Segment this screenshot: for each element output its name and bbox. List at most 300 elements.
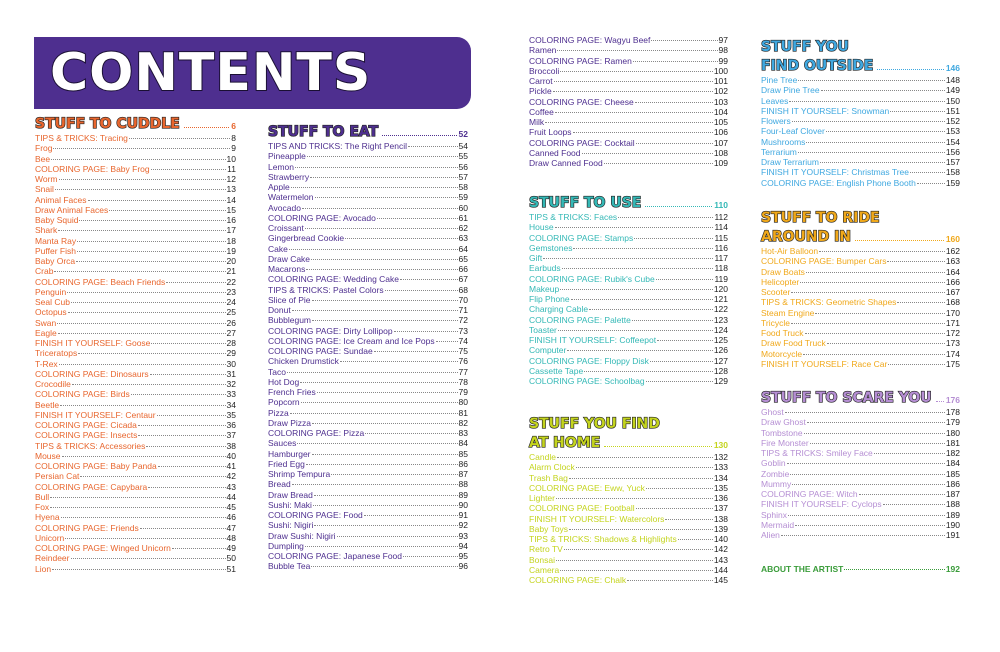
entry-page-number: 73	[458, 325, 468, 336]
entry-page-number: 51	[226, 563, 236, 574]
dot-leader	[58, 333, 226, 334]
toc-entry[interactable]	[761, 458, 960, 468]
toc-entry[interactable]	[35, 359, 236, 369]
toc-entry[interactable]	[529, 35, 728, 45]
toc-entry[interactable]	[761, 167, 960, 177]
entry-title: Gift	[529, 253, 543, 263]
entry-page-number: 119	[714, 273, 728, 284]
toc-entry[interactable]	[761, 106, 960, 116]
toc-entry[interactable]	[35, 338, 236, 348]
toc-entry[interactable]	[35, 174, 236, 184]
toc-entry[interactable]	[529, 325, 728, 335]
toc-entry[interactable]	[268, 490, 468, 500]
toc-entry[interactable]	[529, 294, 728, 304]
toc-entry[interactable]	[529, 376, 728, 386]
toc-entry[interactable]	[268, 233, 468, 243]
toc-entry[interactable]	[529, 158, 728, 168]
section-heading-line[interactable]	[529, 415, 728, 433]
dot-leader	[300, 382, 457, 383]
entry-page-number: 49	[226, 543, 236, 553]
toc-entry[interactable]	[35, 348, 236, 358]
toc-entry[interactable]	[529, 212, 728, 222]
entry-title: Mushrooms	[761, 136, 806, 147]
dot-leader	[560, 570, 713, 571]
toc-entry[interactable]	[35, 512, 236, 522]
entry-title: French Fries	[268, 387, 316, 397]
entry-title: Milk	[529, 117, 545, 127]
entry-title: Macarons	[268, 264, 306, 274]
entry-page-number: 94	[458, 540, 468, 551]
toc-entry[interactable]	[761, 287, 960, 297]
toc-entry[interactable]	[529, 335, 728, 345]
entry-title: TIPS & TRICKS: Smiley Face	[761, 448, 873, 458]
toc-entry[interactable]	[35, 287, 236, 297]
section-page-number: 176	[945, 395, 960, 405]
dot-leader	[804, 433, 945, 434]
entry-title: COLORING PAGE: Avocado	[268, 212, 376, 223]
toc-entry[interactable]	[268, 182, 468, 192]
entry-page-number: 13	[226, 184, 236, 195]
entry-page-number: 149	[945, 85, 960, 96]
toc-entry[interactable]	[35, 307, 236, 317]
toc-entry[interactable]	[529, 66, 728, 76]
toc-entry[interactable]	[268, 469, 468, 479]
toc-entry[interactable]	[529, 462, 728, 472]
toc-entry[interactable]	[529, 148, 728, 158]
toc-entry[interactable]	[761, 359, 960, 369]
entry-page-number: 175	[945, 358, 960, 369]
dot-leader	[646, 488, 713, 489]
entry-page-number: 37	[226, 430, 236, 441]
entry-title: Draw Terrarium	[761, 157, 819, 167]
toc-entry[interactable]	[268, 449, 468, 459]
entry-page-number: 87	[458, 469, 468, 479]
entry-title: Fire Monster	[761, 437, 809, 448]
toc-entry[interactable]	[529, 263, 728, 273]
section-stuff-to-scare-you	[761, 391, 960, 540]
entry-page-number: 128	[713, 365, 728, 376]
toc-entry[interactable]	[761, 137, 960, 147]
dot-leader	[76, 261, 225, 262]
toc-entry[interactable]	[761, 308, 960, 318]
toc-entry[interactable]	[268, 315, 468, 325]
toc-entry[interactable]	[529, 524, 728, 534]
dot-leader	[59, 364, 226, 365]
toc-entry[interactable]	[35, 266, 236, 276]
entry-title: Apple	[268, 182, 290, 192]
entry-title: Motorcycle	[761, 348, 803, 359]
toc-entry[interactable]	[268, 264, 468, 274]
toc-entry[interactable]	[268, 551, 468, 561]
entry-title: Dumpling	[268, 540, 304, 551]
toc-entry[interactable]	[268, 223, 468, 233]
entry-title: TIPS & TRICKS: Geometric Shapes	[761, 297, 897, 308]
toc-entry[interactable]	[529, 452, 728, 462]
entry-page-number: 140	[713, 534, 728, 544]
toc-entry[interactable]	[529, 304, 728, 314]
dot-leader	[554, 81, 713, 82]
toc-entry[interactable]	[268, 141, 468, 151]
dot-leader	[312, 320, 458, 321]
toc-entry[interactable]	[529, 565, 728, 575]
toc-entry[interactable]	[35, 389, 236, 399]
entry-title: Alarm Clock	[529, 462, 575, 473]
entry-title: Fried Egg	[268, 458, 305, 469]
entry-page-number: 65	[458, 253, 468, 264]
toc-entry[interactable]	[529, 233, 728, 243]
toc-entry[interactable]	[761, 256, 960, 266]
toc-entry[interactable]	[761, 157, 960, 167]
toc-entry[interactable]	[268, 192, 468, 202]
section-heading-line[interactable]	[761, 209, 960, 227]
toc-entry[interactable]	[35, 277, 236, 287]
toc-entry[interactable]	[268, 541, 468, 551]
entry-page-number: 136	[713, 493, 728, 503]
toc-entry[interactable]	[35, 154, 236, 164]
toc-entry[interactable]	[761, 499, 960, 509]
toc-entry[interactable]	[761, 520, 960, 530]
entry-page-number: 93	[458, 530, 468, 541]
entry-title: Persian Cat	[35, 471, 80, 482]
toc-entry[interactable]	[35, 318, 236, 328]
entry-page-number: 144	[713, 564, 728, 575]
toc-entry[interactable]	[529, 555, 728, 565]
toc-entry[interactable]	[35, 143, 236, 153]
toc-entry[interactable]	[761, 96, 960, 106]
entry-title: TIPS AND TRICKS: The Right Pencil	[268, 141, 408, 151]
toc-entry[interactable]	[529, 76, 728, 86]
entry-title: Animal Faces	[35, 194, 87, 205]
toc-entry[interactable]	[529, 315, 728, 325]
entry-page-number: 58	[458, 182, 468, 192]
entry-page-number: 32	[226, 379, 236, 389]
dot-leader	[560, 289, 713, 290]
toc-entry[interactable]	[761, 246, 960, 256]
toc-entry[interactable]	[761, 297, 960, 307]
entry-page-number: 107	[713, 137, 728, 148]
entry-page-number: 71	[458, 305, 468, 315]
dot-leader	[897, 302, 944, 303]
dot-leader	[791, 292, 945, 293]
toc-entry[interactable]	[529, 45, 728, 55]
toc-entry[interactable]	[268, 397, 468, 407]
dot-leader	[166, 282, 225, 283]
toc-entry[interactable]	[268, 274, 468, 284]
toc-entry[interactable]	[268, 500, 468, 510]
toc-entry[interactable]	[35, 451, 236, 461]
toc-entry[interactable]	[35, 523, 236, 533]
entry-page-number: 164	[945, 266, 960, 277]
toc-entry[interactable]	[35, 430, 236, 440]
toc-entry[interactable]	[268, 428, 468, 438]
toc-entry[interactable]	[35, 400, 236, 410]
entry-title: Scooter	[761, 287, 791, 297]
toc-entry[interactable]	[529, 575, 728, 585]
toc-entry[interactable]	[35, 246, 236, 256]
dot-leader	[604, 446, 712, 447]
section-heading[interactable]	[761, 391, 960, 406]
toc-entry[interactable]	[529, 503, 728, 513]
toc-entry[interactable]	[761, 267, 960, 277]
toc-entry[interactable]	[268, 520, 468, 530]
toc-entry[interactable]	[529, 544, 728, 554]
toc-entry[interactable]	[35, 205, 236, 215]
section-stuff-to-ride-around-in	[761, 209, 960, 369]
toc-entry[interactable]	[761, 75, 960, 85]
dot-leader	[58, 230, 225, 231]
toc-entry[interactable]	[35, 471, 236, 481]
toc-entry[interactable]	[529, 274, 728, 284]
toc-entry[interactable]	[529, 473, 728, 483]
dot-leader	[382, 135, 456, 136]
entry-page-number: 30	[226, 358, 236, 369]
entry-title: COLORING PAGE: Japanese Food	[268, 551, 403, 561]
toc-entry[interactable]	[35, 461, 236, 471]
entry-page-number: 67	[458, 274, 468, 285]
entry-title: Tombstone	[761, 427, 803, 438]
toc-entry[interactable]	[529, 127, 728, 137]
entry-page-number: 26	[226, 317, 236, 328]
toc-entry[interactable]	[529, 493, 728, 503]
toc-entry[interactable]	[268, 244, 468, 254]
toc-entry[interactable]	[529, 356, 728, 366]
toc-entry[interactable]	[35, 543, 236, 553]
entry-page-number: 77	[458, 366, 468, 377]
dot-leader	[678, 539, 713, 540]
section-page-number: 160	[945, 234, 960, 244]
entry-title: COLORING PAGE: Eww, Yuck	[529, 482, 645, 493]
entry-page-number: 15	[226, 204, 236, 215]
section-page-number: 6	[231, 121, 236, 131]
toc-entry[interactable]	[268, 254, 468, 264]
toc-entry[interactable]	[268, 151, 468, 161]
entry-title: COLORING PAGE: Ice Cream and Ice Pops	[268, 335, 435, 346]
toc-entry[interactable]	[761, 147, 960, 157]
entry-page-number: 76	[458, 356, 468, 367]
section-page-number: 146	[945, 63, 960, 73]
toc-entry[interactable]	[35, 492, 236, 502]
entry-title: Snail	[35, 184, 54, 195]
dot-leader	[184, 127, 230, 128]
toc-entry[interactable]	[268, 356, 468, 366]
dot-leader	[543, 258, 713, 259]
entry-page-number: 115	[714, 232, 728, 243]
toc-entry[interactable]	[268, 336, 468, 346]
dot-leader	[289, 249, 458, 250]
toc-entry[interactable]	[761, 178, 960, 188]
toc-entry[interactable]	[268, 408, 468, 418]
toc-entry[interactable]	[529, 117, 728, 127]
toc-entry[interactable]	[35, 225, 236, 235]
toc-entry[interactable]	[761, 85, 960, 95]
dot-leader	[819, 251, 945, 252]
toc-entry[interactable]	[761, 338, 960, 348]
toc-entry[interactable]	[268, 295, 468, 305]
section-page-number: 110	[714, 200, 728, 210]
toc-entry[interactable]	[35, 328, 236, 338]
toc-entry[interactable]	[761, 417, 960, 427]
toc-entry[interactable]	[268, 561, 468, 571]
toc-entry[interactable]	[761, 116, 960, 126]
toc-entry[interactable]	[268, 377, 468, 387]
toc-entry[interactable]	[35, 215, 236, 225]
dot-leader	[340, 361, 458, 362]
toc-entry[interactable]	[35, 195, 236, 205]
toc-entry[interactable]	[35, 482, 236, 492]
toc-entry[interactable]	[529, 138, 728, 148]
dot-leader	[781, 535, 945, 536]
dot-leader	[815, 313, 944, 314]
toc-entry[interactable]	[529, 345, 728, 355]
entry-page-number: 86	[458, 458, 468, 469]
section-heading[interactable]	[268, 125, 468, 140]
toc-entry[interactable]	[268, 346, 468, 356]
toc-entry[interactable]	[268, 438, 468, 448]
entry-title: Popcorn	[268, 397, 300, 408]
entry-page-number: 102	[713, 86, 728, 97]
entry-page-number: 84	[458, 438, 468, 449]
toc-entry[interactable]	[761, 510, 960, 520]
entry-page-number: 103	[713, 96, 728, 107]
entry-title: Reindeer	[35, 553, 70, 564]
toc-entry[interactable]	[35, 256, 236, 266]
toc-entry[interactable]	[268, 367, 468, 377]
toc-entry[interactable]	[761, 469, 960, 479]
entry-page-number: 178	[945, 407, 960, 417]
entry-title: Leaves	[761, 95, 789, 106]
toc-entry[interactable]	[268, 387, 468, 397]
toc-entry[interactable]	[35, 502, 236, 512]
toc-entry[interactable]	[35, 297, 236, 307]
section-heading-line[interactable]	[761, 38, 960, 56]
toc-entry[interactable]	[761, 318, 960, 328]
toc-entry[interactable]	[529, 97, 728, 107]
toc-entry[interactable]	[761, 479, 960, 489]
dot-leader	[555, 227, 714, 228]
toc-entry[interactable]	[35, 164, 236, 174]
toc-entry[interactable]	[268, 479, 468, 489]
dot-leader	[315, 197, 458, 198]
section-heading[interactable]	[529, 196, 728, 211]
entry-page-number: 60	[458, 202, 468, 213]
entry-page-number: 100	[713, 65, 728, 76]
toc-entry[interactable]	[529, 56, 728, 66]
dot-leader	[627, 580, 713, 581]
entry-page-number: 122	[713, 304, 728, 315]
toc-entry[interactable]	[761, 530, 960, 540]
about-the-artist-entry[interactable]	[761, 563, 960, 575]
toc-entry[interactable]	[529, 366, 728, 376]
toc-entry[interactable]	[761, 277, 960, 287]
toc-entry[interactable]	[761, 428, 960, 438]
dot-leader	[50, 507, 225, 508]
toc-entry[interactable]	[761, 448, 960, 458]
section-heading[interactable]	[35, 117, 236, 132]
toc-entry[interactable]	[35, 441, 236, 451]
dot-leader	[827, 343, 945, 344]
toc-entry[interactable]	[529, 534, 728, 544]
toc-entry[interactable]	[268, 213, 468, 223]
toc-entry[interactable]	[35, 420, 236, 430]
toc-entry[interactable]	[35, 379, 236, 389]
toc-entry[interactable]	[268, 510, 468, 520]
section-heading[interactable]	[529, 436, 728, 451]
toc-entry[interactable]	[761, 407, 960, 417]
dot-leader	[560, 71, 713, 72]
toc-entry[interactable]	[268, 326, 468, 336]
toc-entry[interactable]	[268, 203, 468, 213]
toc-entry[interactable]	[35, 553, 236, 563]
toc-entry[interactable]	[268, 162, 468, 172]
toc-entry[interactable]	[529, 107, 728, 117]
dot-leader	[408, 146, 457, 147]
dot-leader	[50, 497, 225, 498]
toc-entry[interactable]	[268, 172, 468, 182]
entry-title: Ramen	[529, 45, 557, 56]
dot-leader	[589, 309, 713, 310]
toc-entry[interactable]	[268, 459, 468, 469]
toc-entry[interactable]	[529, 253, 728, 263]
toc-entry[interactable]	[761, 126, 960, 136]
entry-title: FINISH IT YOURSELF: Christmas Tree	[761, 167, 909, 178]
toc-entry[interactable]	[529, 222, 728, 232]
dot-leader	[331, 474, 457, 475]
toc-entry[interactable]	[268, 531, 468, 541]
toc-entry[interactable]	[268, 305, 468, 315]
toc-entry[interactable]	[761, 438, 960, 448]
entry-title: Candle	[529, 452, 556, 462]
entry-page-number: 138	[713, 513, 728, 524]
toc-entry[interactable]	[35, 184, 236, 194]
entry-title: Trash Bag	[529, 472, 568, 483]
toc-entry[interactable]	[529, 284, 728, 294]
toc-entry[interactable]	[761, 489, 960, 499]
entry-title: Sphinx	[761, 509, 787, 520]
entry-title: COLORING PAGE: Palette	[529, 314, 631, 325]
entry-page-number: 18	[226, 235, 236, 246]
toc-entry[interactable]	[529, 243, 728, 253]
dot-leader	[403, 556, 458, 557]
toc-entry[interactable]	[35, 133, 236, 143]
toc-entry[interactable]	[761, 349, 960, 359]
toc-entry[interactable]	[35, 564, 236, 574]
toc-entry[interactable]	[761, 328, 960, 338]
toc-entry[interactable]	[35, 410, 236, 420]
toc-entry[interactable]	[268, 418, 468, 428]
toc-entry[interactable]	[35, 533, 236, 543]
toc-entry[interactable]	[529, 514, 728, 524]
section-heading[interactable]	[761, 230, 960, 245]
dot-leader	[292, 484, 458, 485]
toc-entry[interactable]	[35, 369, 236, 379]
toc-entry[interactable]	[35, 236, 236, 246]
entry-page-number: 29	[226, 348, 236, 359]
dot-leader	[345, 238, 457, 239]
dot-leader	[634, 238, 713, 239]
entry-title: Terrarium	[761, 146, 797, 157]
entry-page-number: 25	[226, 307, 236, 318]
entry-page-number: 112	[714, 212, 728, 222]
entry-title: COLORING PAGE: Capybara	[35, 481, 148, 492]
toc-entry[interactable]	[268, 285, 468, 295]
section-heading[interactable]	[761, 59, 960, 74]
entry-page-number: 152	[945, 116, 960, 126]
toc-entry[interactable]	[529, 86, 728, 96]
entry-title: COLORING PAGE: Football	[529, 503, 635, 514]
dot-leader	[317, 392, 458, 393]
toc-entry[interactable]	[529, 483, 728, 493]
entry-title: FINISH IT YOURSELF: Goose	[35, 338, 151, 348]
